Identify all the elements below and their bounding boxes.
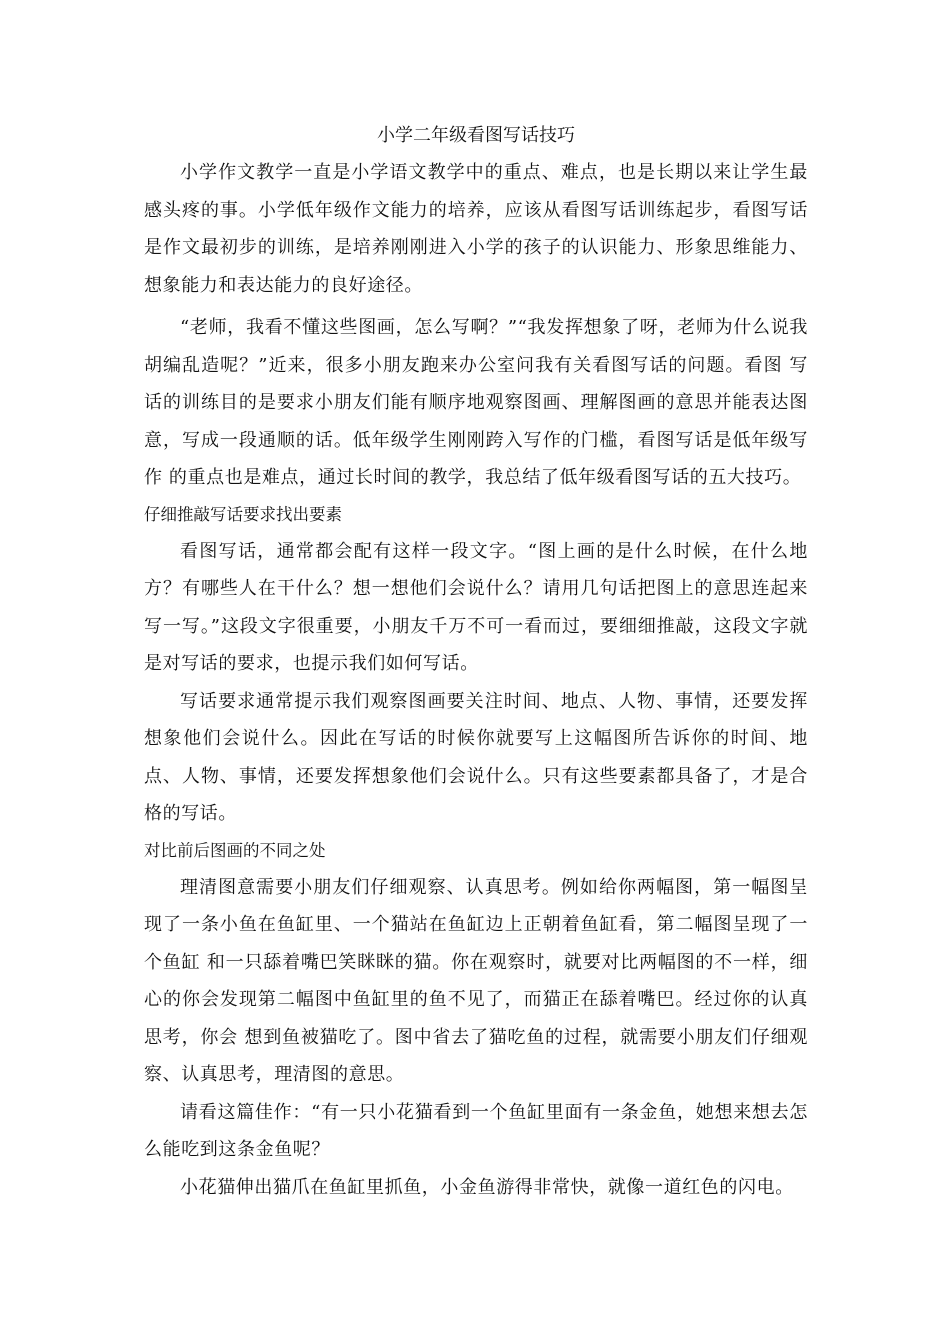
document-body xyxy=(144,118,808,1206)
intro-paragraph-1: 小学作文教学一直是小学语文教学中的重点、难点，也是长期以来让学生最感头疼的事。小学低年级作文能力的培养，应该从看图写话训练起步，看图写话是作文最初步的训练，是培养刚刚进入小学的孩子的认识能力、形象思维能力、想象能力和表达能力的良好途径。 xyxy=(144,162,808,296)
section-2-paragraph-2: 请看这篇佳作：“有一只小花猫看到一个鱼缸里面有一条金鱼，她想来想去怎么能吃到这条金鱼呢？ xyxy=(144,1101,808,1160)
section-1-heading: 仔细推敲写话要求找出要素 xyxy=(144,504,342,524)
intro-paragraph-2: “老师，我看不懂这些图画，怎么写啊？”“我发挥想象了呀，老师为什么说我胡编乱造呢？”近来，很多小朋友跑来办公室问我有关看图写话的问题。看图 写话的训练目的是要求小朋友们能有顺序地观察图画、理解图画的意思并能表达图意，写成一段通顺的话。低年级学生刚刚跨入写作的门槛，看图写话是低年级写作 的重点也是难点，通过长时间的教学，我总结了低年级看图写话的五大技巧。 xyxy=(144,317,808,488)
section-2-paragraph-1: 理清图意需要小朋友们仔细观察、认真思考。例如给你两幅图，第一幅图呈现了一条小鱼在鱼缸里、一个猫站在鱼缸边上正朝着鱼缸看，第二幅图呈现了一个鱼缸 和一只舔着嘴巴笑眯眯的猫。你在观察时，就要对比两幅图的不一样，细心的你会发现第二幅图中鱼缸里的鱼不见了，而猫正在舔着嘴巴。经过你的认真思考，你会 想到鱼被猫吃了。图中省去了猫吃鱼的过程，就需要小朋友们仔细观察、认真思考，理清图的意思。 xyxy=(144,876,808,1085)
section-1-paragraph-1: 看图写话，通常都会配有这样一段文字。“图上画的是什么时候，在什么地方？有哪些人在干什么？想一想他们会说什么？请用几句话把图上的意思连起来写一写。”这段文字很重要，小朋友千万不可一看而过，要细细推敲，这段文字就是对写话的要求，也提示我们如何写话。 xyxy=(144,540,808,674)
section-2-paragraph-3: 小花猫伸出猫爪在鱼缸里抓鱼，小金鱼游得非常快，就像一道红色的闪电。 xyxy=(180,1176,794,1198)
document-title: 小学二年级看图写话技巧 xyxy=(377,125,575,146)
section-1-paragraph-2: 写话要求通常提示我们观察图画要关注时间、地点、人物、事情，还要发挥想象他们会说什么。因此在写话的时候你就要写上这幅图所告诉你的时间、地点、人物、事情，还要发挥想象他们会说什么。只有这些要素都具备了，才是合格的写话。 xyxy=(144,690,808,824)
section-2-heading: 对比前后图画的不同之处 xyxy=(144,840,326,860)
